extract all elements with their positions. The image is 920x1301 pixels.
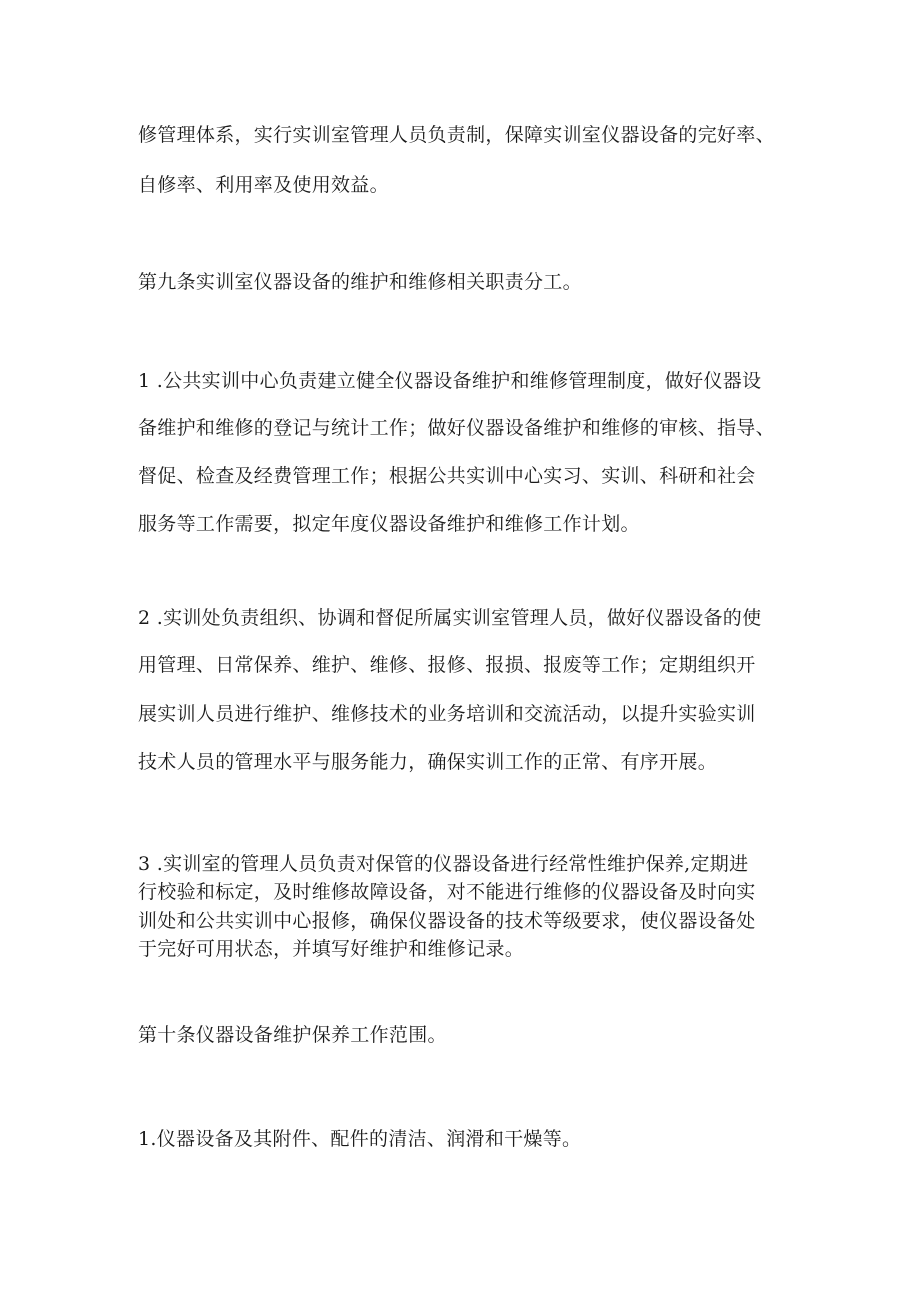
- list-item-line: 备维护和维修的登记与统计工作；做好仪器设备维护和维修的审核、指导、: [138, 417, 775, 439]
- list-item-line: 2 .实训处负责组织、协调和督促所属实训室管理人员，做好仪器设备的使: [138, 607, 762, 629]
- list-item-line: 展实训人员进行维护、维修技术的业务培训和交流活动，以提升实验实训: [138, 703, 756, 725]
- list-item-line: 行校验和标定，及时维修故障设备，对不能进行维修的仪器设备及时向实: [138, 881, 756, 903]
- list-item-line: 督促、检查及经费管理工作；根据公共实训中心实习、实训、科研和社会: [138, 465, 756, 487]
- list-item-line: 服务等工作需要，拟定年度仪器设备维护和维修工作计划。: [138, 513, 640, 535]
- list-item-line: 用管理、日常保养、维护、维修、报修、报损、报废等工作；定期组织开: [138, 654, 756, 676]
- list-item-line: 3 .实训室的管理人员负责对保管的仪器设备进行经常性维护保养,定期进: [138, 853, 749, 875]
- list-item-line: 技术人员的管理水平与服务能力，确保实训工作的正常、有序开展。: [138, 751, 718, 773]
- list-item-line: 训处和公共实训中心报修，确保仪器设备的技术等级要求，使仪器设备处: [138, 910, 756, 932]
- article-heading: 第九条实训室仪器设备的维护和维修相关职责分工。: [138, 271, 582, 293]
- paragraph-line: 自修率、利用率及使用效益。: [138, 174, 389, 196]
- list-item-line: 于完好可用状态，并填写好维护和维修记录。: [138, 938, 525, 960]
- list-item-line: 1.仪器设备及其附件、配件的清洁、润滑和干燥等。: [138, 1128, 582, 1150]
- paragraph-line: 修管理体系，实行实训室管理人员负责制，保障实训室仪器设备的完好率、: [138, 124, 775, 146]
- list-item-line: 1 .公共实训中心负责建立健全仪器设备维护和维修管理制度，做好仪器设: [138, 370, 762, 392]
- article-heading: 第十条仪器设备维护保养工作范围。: [138, 1024, 447, 1046]
